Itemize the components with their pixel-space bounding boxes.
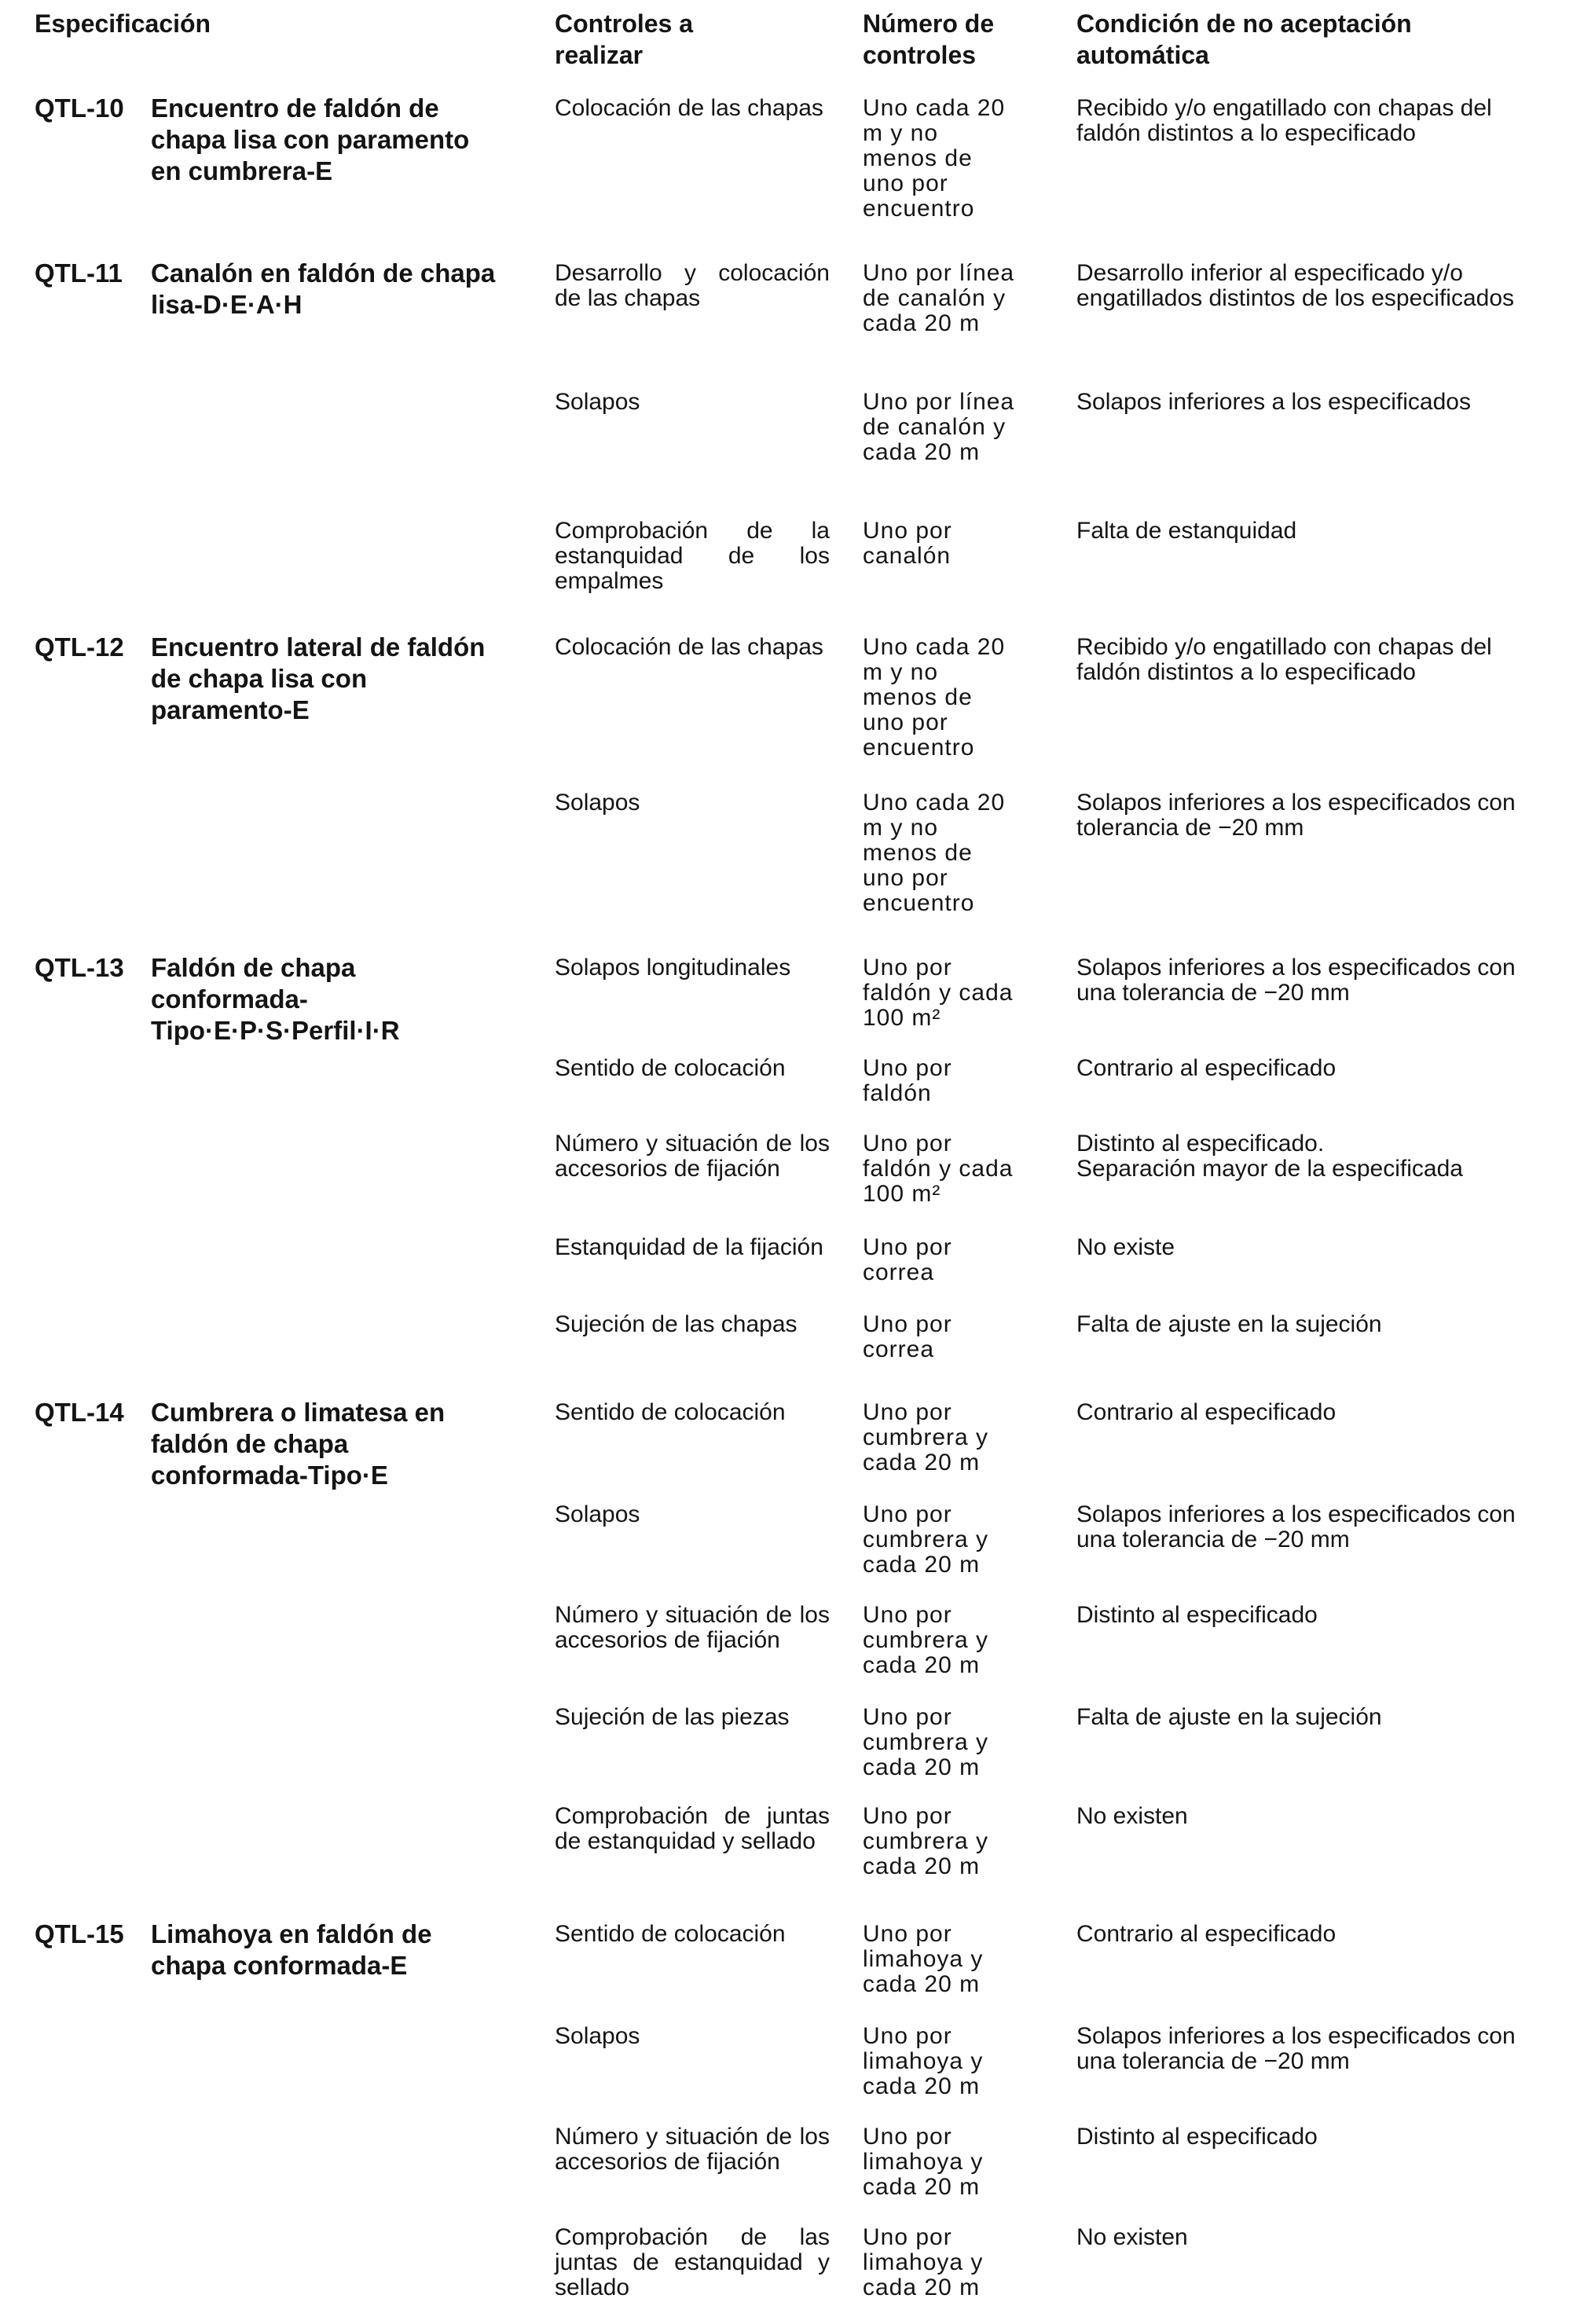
condition-cell: Distinto al especificado. Separación mayor de la especificada (1076, 1131, 1463, 1182)
condition-cell: Recibido y/o engatillado con chapas del faldón distintos a lo especificado (1076, 634, 1492, 685)
spec-title: Cumbrera o limatesa en faldón de chapa conformada-Tipo·E (151, 1398, 446, 1490)
control-cell: Sentido de colocación (555, 1055, 786, 1081)
condition-cell: Falta de estanquidad (1076, 518, 1297, 544)
spec-title: Canalón en faldón de chapa lisa-D·E·A·H (151, 258, 496, 319)
condition-cell: Falta de ajuste en la sujeción (1076, 1311, 1382, 1337)
control-cell: Estanquidad de la fijación (555, 1234, 823, 1260)
condition-cell: Recibido y/o engatillado con chapas del faldón distintos a lo especificado (1076, 95, 1492, 146)
number-cell: Uno por línea de canalón y cada 20 m (863, 389, 1015, 465)
spec-code: QTL-10 (35, 93, 124, 123)
header-numero: Número de controles (863, 9, 995, 69)
spec-code: QTL-14 (35, 1398, 124, 1427)
control-cell: Sentido de colocación (555, 1921, 786, 1947)
spec-title: Faldón de chapa conformada-Tipo·E·P·S·Perfil·I·R (151, 953, 400, 1045)
spec-code: QTL-15 (35, 1919, 124, 1948)
condition-cell: Desarrollo inferior al especificado y/o engatillados distintos de los especificados (1076, 260, 1515, 311)
condition-cell: Falta de ajuste en la sujeción (1076, 1704, 1382, 1730)
number-cell: Uno cada 20 m y no menos de uno por encuentro (863, 634, 1006, 761)
header-condicion: Condición de no aceptación automática (1076, 9, 1412, 69)
spec-code: QTL-13 (35, 953, 124, 982)
condition-cell: No existen (1076, 1803, 1188, 1829)
number-cell: Uno por cumbrera y cada 20 m (863, 1704, 989, 1780)
condition-cell: Contrario al especificado (1076, 1399, 1336, 1425)
number-cell: Uno por limahoya y cada 20 m (863, 2124, 984, 2200)
spec-title: Encuentro de faldón de chapa lisa con paramento en cumbrera-E (151, 93, 470, 185)
spec-title: Limahoya en faldón de chapa conformada-E (151, 1919, 432, 1980)
spec-title: Encuentro lateral de faldón de chapa lisa con paramento-E (151, 632, 486, 724)
number-cell: Uno por línea de canalón y cada 20 m (863, 260, 1015, 336)
control-cell: Número y situación de los accesorios de fijación (555, 1602, 830, 1653)
number-cell: Uno por cumbrera y cada 20 m (863, 1602, 989, 1678)
header-controles: Controles a realizar (555, 9, 694, 69)
number-cell: Uno por faldón y cada 100 m² (863, 955, 1014, 1031)
spec-code: QTL-11 (35, 258, 123, 288)
control-cell: Sujeción de las chapas (555, 1311, 798, 1337)
number-cell: Uno por limahoya y cada 20 m (863, 1921, 984, 1997)
condition-cell: Solapos inferiores a los especificados con una tolerancia de −20 mm (1076, 1501, 1516, 1552)
control-cell: Sujeción de las piezas (555, 1704, 790, 1730)
header-especificacion: Especificación (35, 9, 211, 38)
control-cell: Colocación de las chapas (555, 634, 823, 660)
condition-cell: Solapos inferiores a los especificados (1076, 389, 1471, 415)
number-cell: Uno por cumbrera y cada 20 m (863, 1501, 989, 1578)
number-cell: Uno por faldón y cada 100 m² (863, 1131, 1014, 1207)
condition-cell: No existen (1076, 2224, 1188, 2250)
condition-cell: Distinto al especificado (1076, 2124, 1318, 2150)
number-cell: Uno por cumbrera y cada 20 m (863, 1803, 989, 1879)
control-cell: Solapos (555, 790, 640, 816)
condition-cell: Distinto al especificado (1076, 1602, 1318, 1628)
condition-cell: Contrario al especificado (1076, 1055, 1336, 1081)
control-cell: Solapos longitudinales (555, 955, 791, 981)
control-cell: Número y situación de los accesorios de fijación (555, 2124, 830, 2175)
control-cell: Desarrollo y colocación de las chapas (555, 260, 830, 311)
number-cell: Uno por correa (863, 1311, 952, 1362)
control-cell: Solapos (555, 1501, 640, 1527)
condition-cell: Solapos inferiores a los especificados con tolerancia de −20 mm (1076, 790, 1516, 841)
control-cell: Comprobación de las juntas de estanquidad y sellado (555, 2224, 830, 2300)
control-cell: Comprobación de la estanquidad de los empalmes (555, 518, 830, 594)
control-cell: Solapos (555, 2023, 640, 2049)
condition-cell: Solapos inferiores a los especificados con una tolerancia de −20 mm (1076, 2023, 1516, 2074)
condition-cell: Solapos inferiores a los especificados con una tolerancia de −20 mm (1076, 955, 1516, 1006)
spec-code: QTL-12 (35, 632, 124, 662)
control-cell: Colocación de las chapas (555, 95, 823, 121)
control-cell: Comprobación de juntas de estanquidad y sellado (555, 1803, 830, 1854)
control-cell: Número y situación de los accesorios de fijación (555, 1131, 830, 1182)
condition-cell: Contrario al especificado (1076, 1921, 1336, 1947)
number-cell: Uno por cumbrera y cada 20 m (863, 1399, 989, 1475)
control-cell: Solapos (555, 389, 640, 415)
control-cell: Sentido de colocación (555, 1399, 786, 1425)
number-cell: Uno cada 20 m y no menos de uno por encuentro (863, 790, 1006, 916)
number-cell: Uno cada 20 m y no menos de uno por encuentro (863, 95, 1006, 222)
number-cell: Uno por faldón (863, 1055, 952, 1106)
number-cell: Uno por limahoya y cada 20 m (863, 2023, 984, 2099)
number-cell: Uno por correa (863, 1234, 952, 1285)
number-cell: Uno por limahoya y cada 20 m (863, 2224, 984, 2300)
condition-cell: No existe (1076, 1234, 1175, 1260)
number-cell: Uno por canalón (863, 518, 952, 569)
